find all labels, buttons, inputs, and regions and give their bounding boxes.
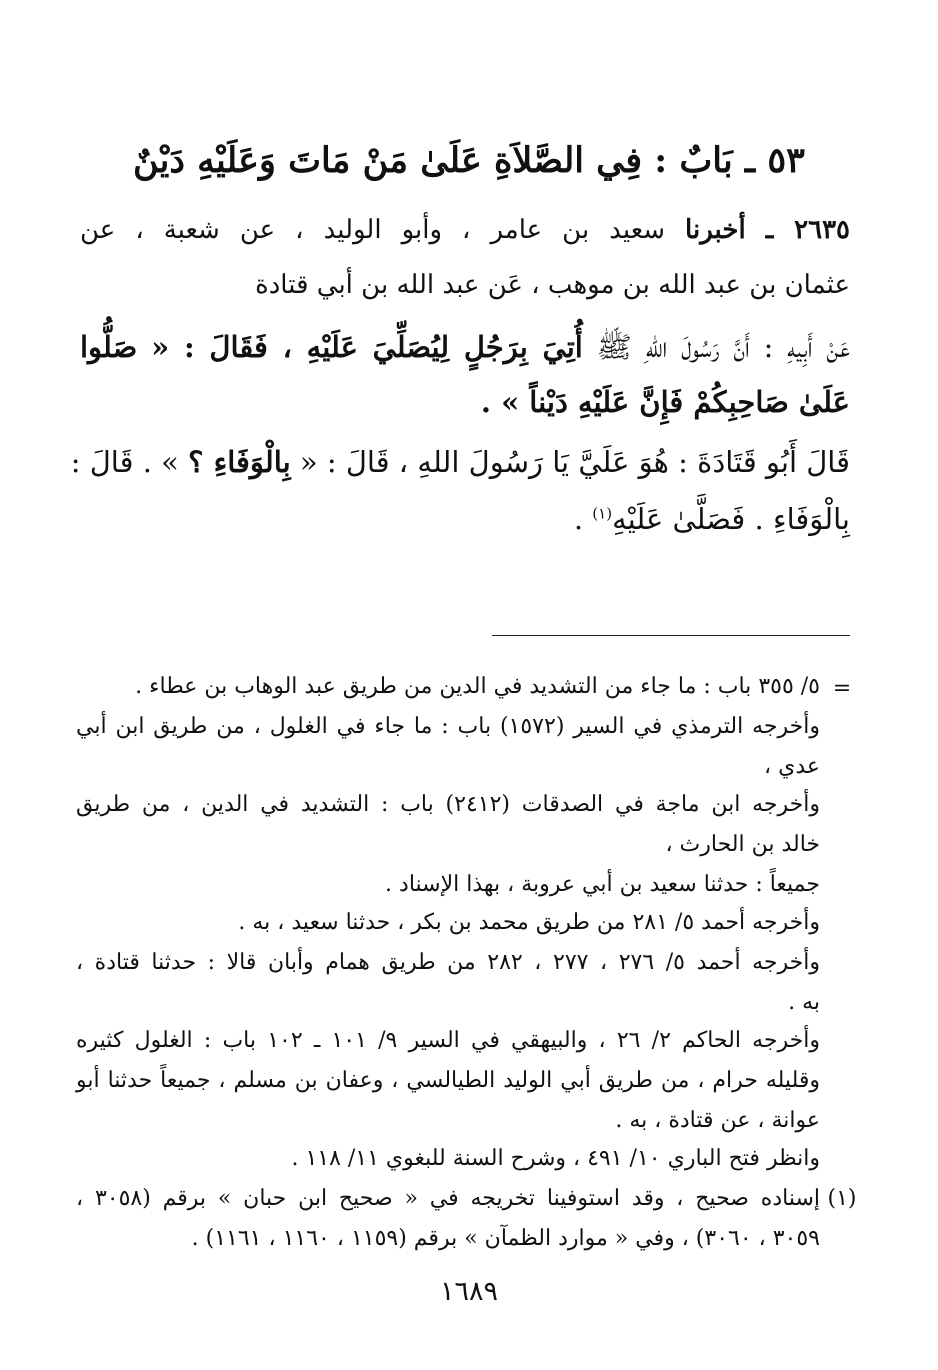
- footnote-line: وأخرجه أحمد ٥/ ٢٨١ من طريق محمد بن بكر ، حدثنا سعيد ، به .: [238, 910, 820, 935]
- footnote-line: وأخرجه أحمد ٥/ ٢٧٦ ، ٢٧٧ ، ٢٨٢ من طريق همام وأبان قالا : حدثنا قتادة ،: [76, 950, 821, 975]
- footnote-line: عوانة ، عن قتادة ، به .: [615, 1108, 820, 1133]
- footnote-number: (١): [827, 1186, 857, 1211]
- footnote-line: ٥/ ٣٥٥ باب : ما جاء من التشديد في الدين من طريق عبد الوهاب بن عطاء .: [135, 674, 820, 699]
- footnote-continuation-mark: =: [832, 676, 852, 701]
- hadith-matn-line-2: عَلَىٰ صَاحِبِكُمْ فَإِنَّ عَلَيْهِ دَيْناً » .: [480, 385, 850, 419]
- hadith-matn-line-4: بِالْوَفَاءِ . فَصَلَّىٰ عَلَيْهِ$^{(١)}$ .: [573, 502, 850, 536]
- footnote-separator: [492, 635, 850, 636]
- footnote-line: وانظر فتح الباري ١٠/ ٤٩١ ، وشرح السنة للبغوي ١١/ ١١٨ .: [291, 1146, 820, 1171]
- footnote-line: ٣٠٥٩ ، ٣٠٦٠) ، وفي « موارد الظمآن » برقم (١١٥٩ ، ١١٦٠ ، ١١٦١) .: [191, 1226, 820, 1251]
- footnote-line: جميعاً : حدثنا سعيد بن أبي عروبة ، بهذا الإسناد .: [385, 872, 820, 897]
- footnote-reference: (١): [592, 504, 613, 523]
- hadith-isnad-line-1: [80, 215, 850, 245]
- hadith-matn-line-1: عَنْ أَبِيهِ : أَنَّ رَسُولَ اللهِ ﷺ أُتِيَ بِرَجُلٍ لِيُصَلِّيَ عَلَيْهِ ، فَقَالَ : « صَلُّوا: [80, 330, 851, 364]
- footnote-line: وأخرجه ابن ماجة في الصدقات (٢٤١٢) باب : التشديد في الدين ، من طريق: [76, 792, 820, 817]
- footnote-line: به .: [788, 990, 820, 1015]
- footnote-line: خالد بن الحارث ،: [665, 832, 820, 857]
- footnote-line: عدي ،: [764, 754, 820, 779]
- footnote-line: وقليله حرام ، من طريق أبي الوليد الطيالسي ، وعفان بن مسلم ، جميعاً حدثنا أبو: [76, 1068, 820, 1093]
- page-number: ١٦٨٩: [439, 1276, 498, 1307]
- hadith-number: ٢٦٣٥ ـ: [765, 215, 850, 245]
- hadith-matn-line-3: قَالَ أَبُو قَتَادَةَ : هُوَ عَلَيَّ يَا رَسُولَ اللهِ ، قَالَ : « بِالْوَفَاءِ ؟ » . قَالَ :: [70, 445, 850, 479]
- hadith-isnad-line-2: عثمان بن عبد الله بن موهب ، عَن عبد الله بن أبي قتادة: [255, 270, 850, 300]
- hadith-lead-word: أخبرنا: [685, 215, 746, 245]
- footnote-line: إسناده صحيح ، وقد استوفينا تخريجه في « صحيح ابن حبان » برقم (٣٠٥٨ ،: [76, 1186, 820, 1211]
- chapter-title: ٥٣ ـ بَابٌ : فِي الصَّلاَةِ عَلَىٰ مَنْ مَاتَ وَعَلَيْهِ دَيْنٌ: [133, 140, 805, 181]
- footnote-line: وأخرجه الحاكم ٢/ ٢٦ ، والبيهقي في السير ٩/ ١٠١ ـ ١٠٢ باب : الغلول كثيره: [76, 1028, 820, 1053]
- hadith-isnad-text: سعيد بن عامر ، وأبو الوليد ، عن شعبة ، عن: [80, 215, 666, 245]
- footnote-line: وأخرجه الترمذي في السير (١٥٧٢) باب : ما جاء في الغلول ، من طريق ابن أبي: [76, 714, 820, 739]
